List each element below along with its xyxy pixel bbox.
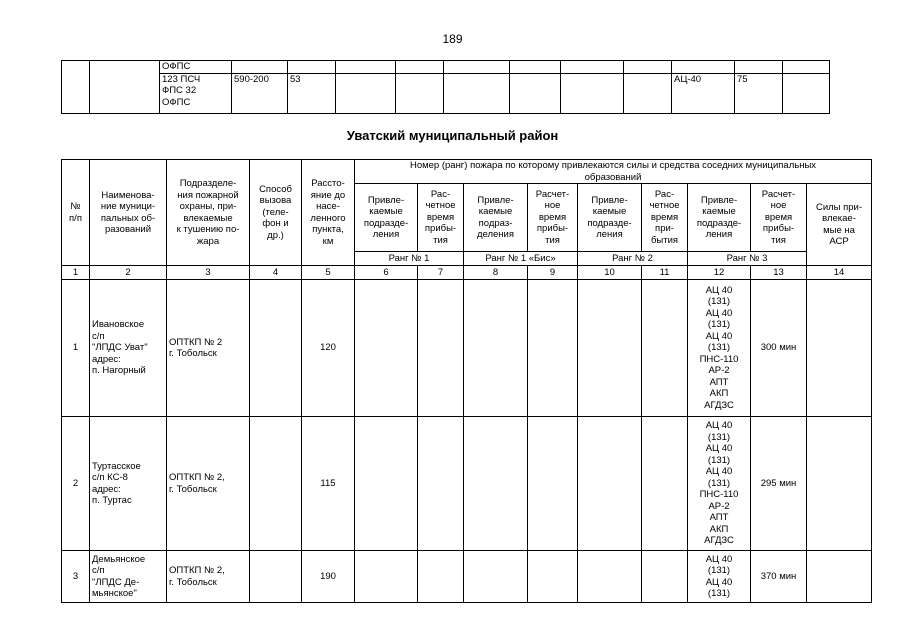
column-number-row	[62, 266, 872, 280]
col-number: 8	[464, 266, 528, 280]
rank3-time-cell: 370 мин	[751, 551, 807, 603]
municipality-cell: Туртасское с/п КС-8 адрес: п. Туртас	[90, 417, 167, 551]
row-num: 3	[62, 551, 90, 603]
municipality-cell: Ивановское с/п "ЛПДС Уват" адрес: п. Нагорный	[90, 280, 167, 417]
rank3-units-cell: АЦ 40 (131) АЦ 40 (131) АЦ 40 (131) ПНС-110 АР-2 АПТ АКП АГДЗС	[688, 417, 751, 551]
unit-cell: ОПТКП № 2, г. Тобольск	[167, 551, 250, 603]
continued-table	[61, 60, 830, 114]
rank3-time-cell: 75	[735, 73, 783, 113]
col-number: 14	[807, 266, 872, 280]
rank3-units-cell: АЦ 40 (131) АЦ 40 (131) АЦ 40 (131) ПНС-110 АР-2 АПТ АКП АГДЗС	[688, 280, 751, 417]
col-number: 5	[302, 266, 355, 280]
col-number: 12	[688, 266, 751, 280]
table-row	[62, 73, 830, 113]
header-asr: Силы при- влекае- мые на АСР	[807, 184, 872, 266]
rank-2-label: Ранг № 2	[578, 252, 688, 266]
rank-1-label: Ранг № 1	[355, 252, 464, 266]
table-row	[62, 61, 830, 74]
header-rank-group: Номер (ранг) пожара по которому привлекаются силы и средства соседних муниципальных образований	[355, 160, 872, 184]
col-number: 7	[418, 266, 464, 280]
distance-cell: 53	[288, 73, 336, 113]
header-c11: Рас- четное время при- бытия	[642, 184, 688, 252]
municipality-cell: Демьянское с/п "ЛПДС Де- мьянское"	[90, 551, 167, 603]
header-method: Способ вызова (теле- фон и др.)	[250, 160, 302, 266]
page-number: 189	[442, 32, 463, 46]
method-cell	[250, 417, 302, 551]
rank-3-label: Ранг № 3	[688, 252, 807, 266]
section-heading: Уватский муниципальный район	[346, 128, 559, 143]
col-number: 11	[642, 266, 688, 280]
col-number: 2	[90, 266, 167, 280]
header-c10: Привле- каемые подразде- ления	[578, 184, 642, 252]
header-c12: Привле- каемые подразде- ления	[688, 184, 751, 252]
col-number: 6	[355, 266, 418, 280]
col-number: 1	[62, 266, 90, 280]
header-row	[62, 160, 872, 184]
table-row	[62, 280, 872, 417]
col-number: 13	[751, 266, 807, 280]
header-name: Наименова- ние муници- пальных об- разований	[90, 160, 167, 266]
col-number: 9	[528, 266, 578, 280]
header-c6: Привле- каемые подразде- ления	[355, 184, 418, 252]
header-c8: Привле- каемые подраз- деления	[464, 184, 528, 252]
rank3-time-cell: 300 мин	[751, 280, 807, 417]
col-number: 10	[578, 266, 642, 280]
unit-cell: ОПТКП № 2 г. Тобольск	[167, 280, 250, 417]
header-distance: Рассто- яние до насе- ленного пункта, км	[302, 160, 355, 266]
unit-cell: ОФПС	[160, 61, 232, 74]
col-number: 3	[167, 266, 250, 280]
forces-table	[61, 159, 872, 603]
header-c13: Расчет- ное время прибы- тия	[751, 184, 807, 252]
header-c9: Расчет- ное время прибы- тия	[528, 184, 578, 252]
unit-cell: 123 ПСЧ ФПС 32 ОФПС	[160, 73, 232, 113]
rank3-units-cell: АЦ-40	[672, 73, 735, 113]
row-num: 2	[62, 417, 90, 551]
col-number: 4	[250, 266, 302, 280]
header-num: № п/п	[62, 160, 90, 266]
header-units: Подразделе- ния пожарной охраны, при- влекаемые к тушению по- жара	[167, 160, 250, 266]
rank3-time-cell: 295 мин	[751, 417, 807, 551]
method-cell	[250, 280, 302, 417]
distance-cell: 115	[302, 417, 355, 551]
phone-cell: 590-200	[232, 73, 288, 113]
rank-1-bis-label: Ранг № 1 «Бис»	[464, 252, 578, 266]
distance-cell: 120	[302, 280, 355, 417]
header-c7: Рас- четное время прибы- тия	[418, 184, 464, 252]
unit-cell: ОПТКП № 2, г. Тобольск	[167, 417, 250, 551]
method-cell	[250, 551, 302, 603]
distance-cell: 190	[302, 551, 355, 603]
table-row	[62, 551, 872, 603]
table-row	[62, 417, 872, 551]
rank3-units-cell: АЦ 40 (131) АЦ 40 (131)	[688, 551, 751, 603]
row-num: 1	[62, 280, 90, 417]
